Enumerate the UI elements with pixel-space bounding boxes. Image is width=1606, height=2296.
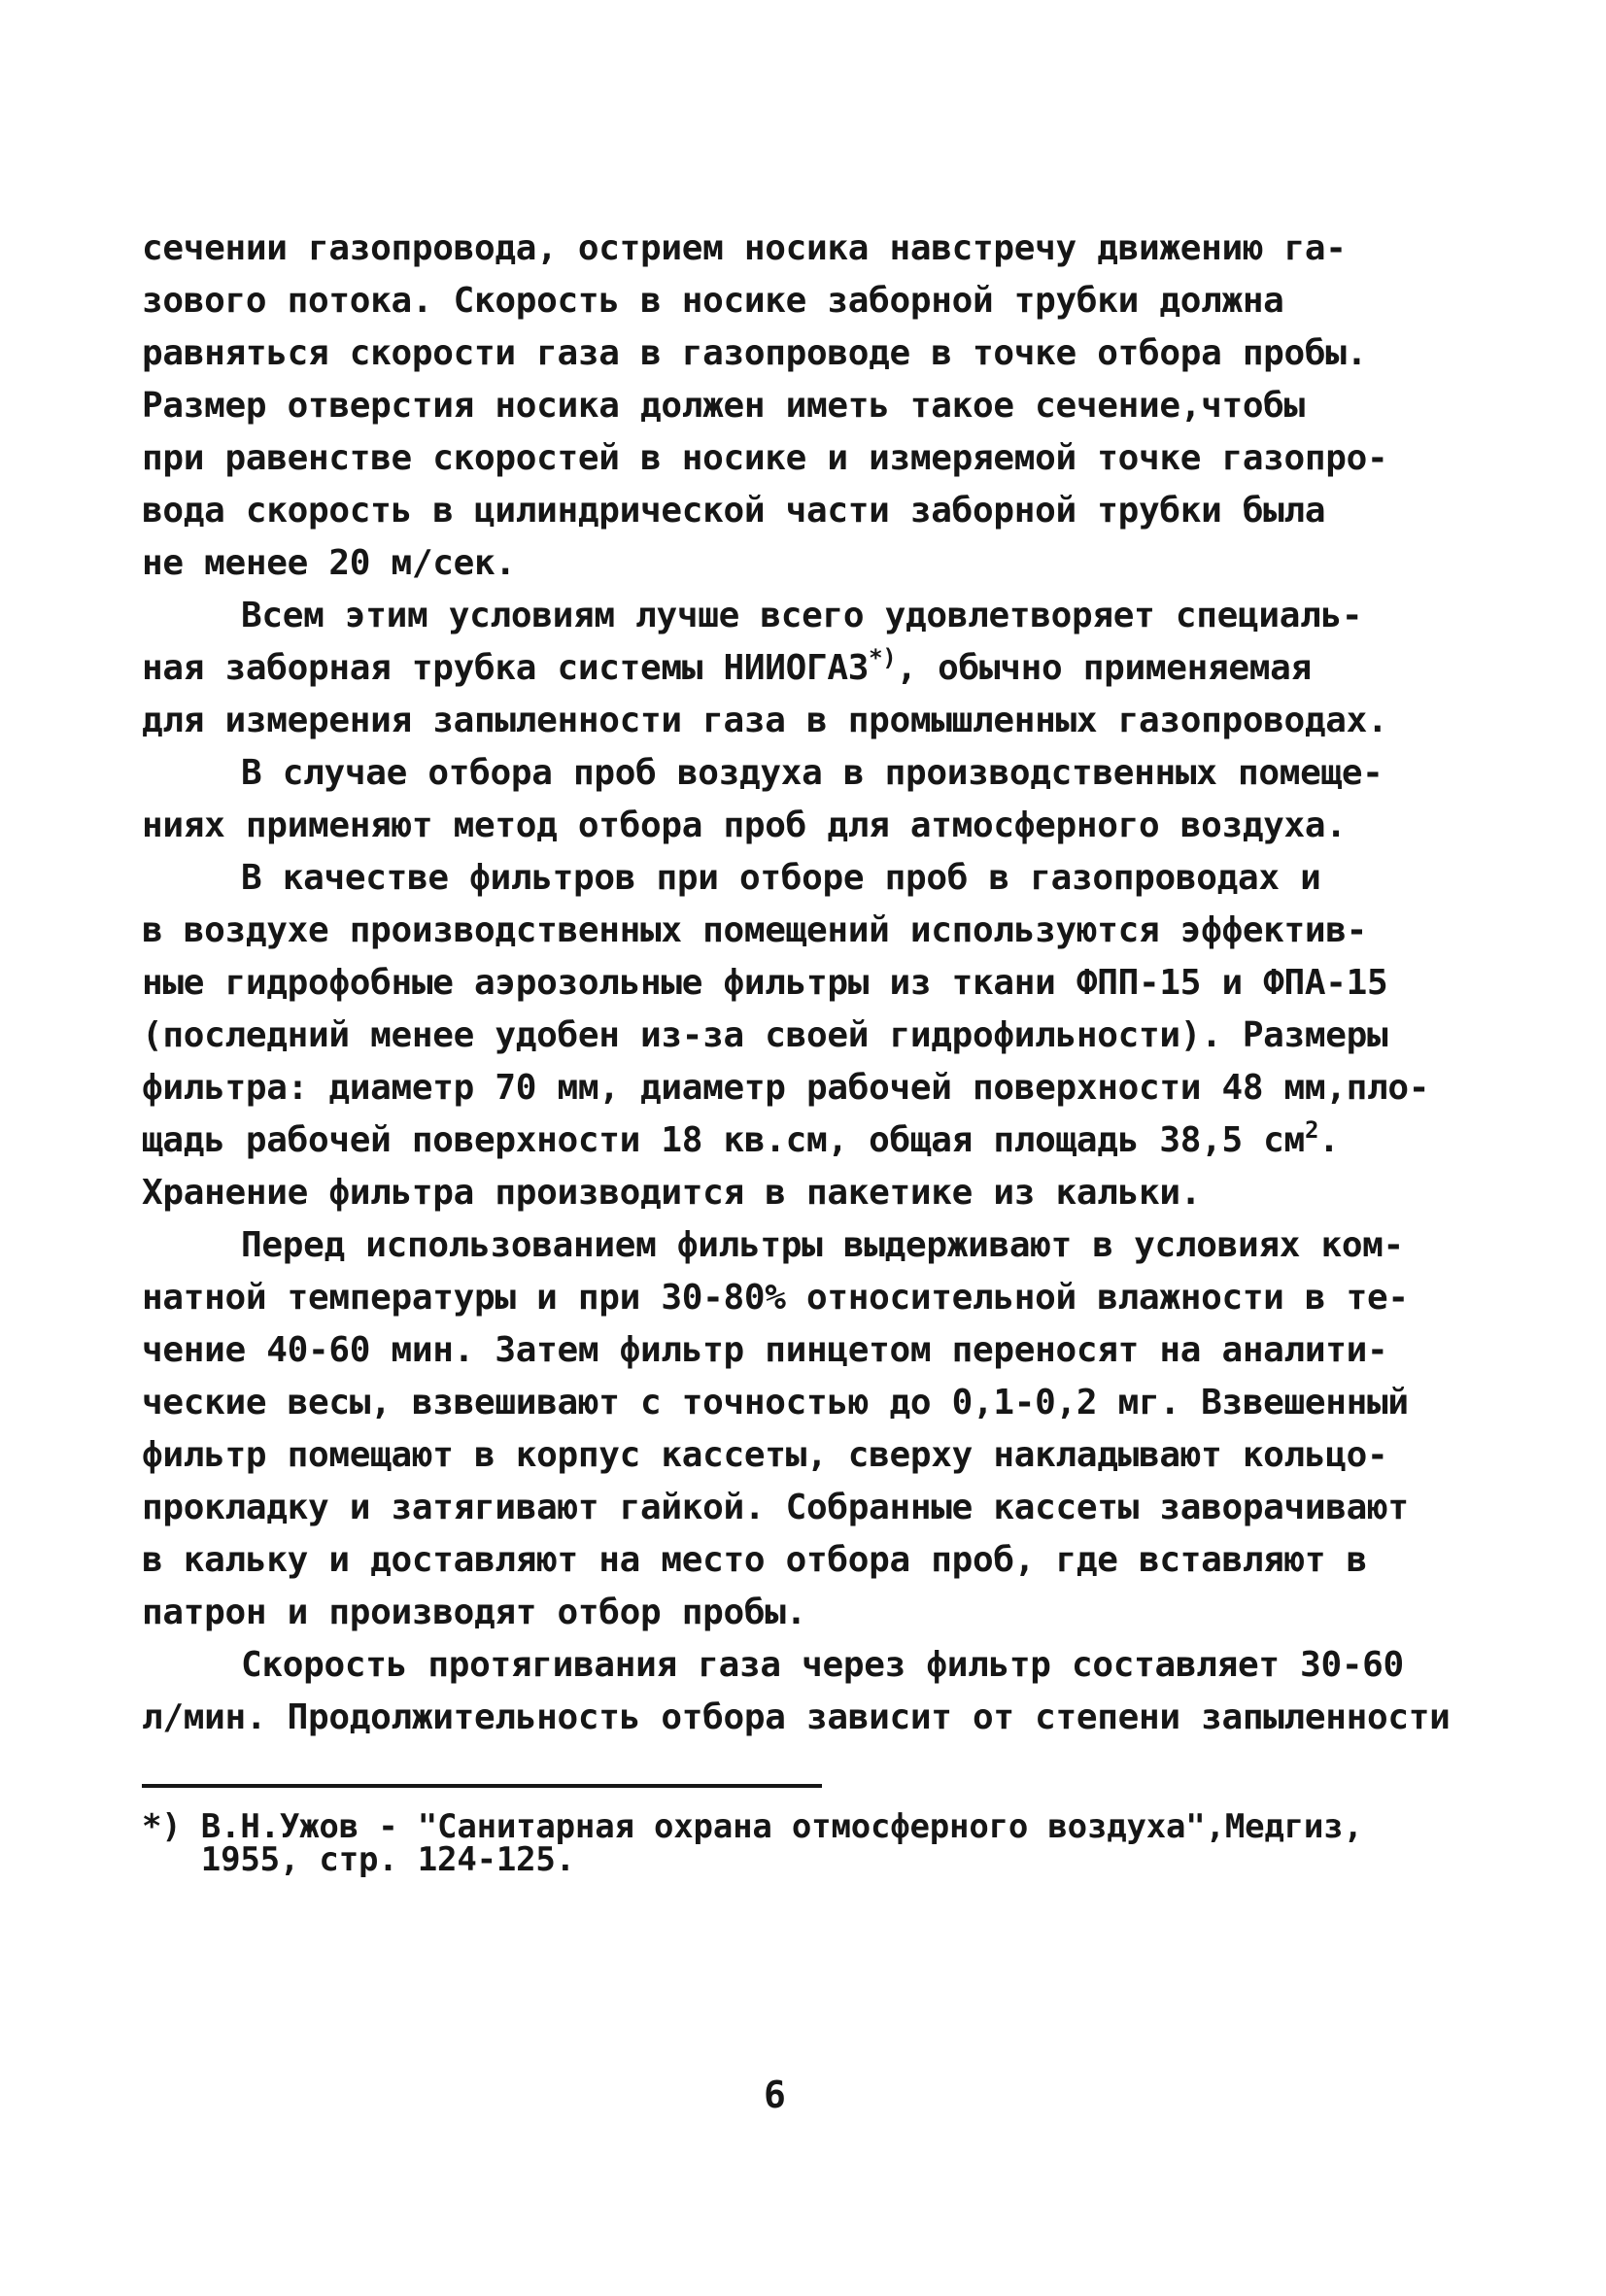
body-line-18 bbox=[142, 1116, 1340, 1163]
body-line-19: Хранение фильтра производится в пакетике из кальки. bbox=[142, 1173, 1202, 1213]
body-line-14: в воздухе производственных помещений используются эффектив- bbox=[142, 910, 1368, 950]
body-line-18-text: щадь рабочей поверхности 18 кв.см, общая площадь 38,5 см bbox=[142, 1120, 1305, 1160]
footnote-line-2: 1955, стр. 124-125. bbox=[142, 1840, 575, 1879]
superscript-2: 2 bbox=[1304, 1116, 1319, 1144]
footnote-line-1: *) В.Н.Ужов - "Санитарная охрана отмосферного воздуха",Медгиз, bbox=[142, 1807, 1363, 1846]
body-line-22: чение 40-60 мин. Затем фильтр пинцетом переносят на аналити- bbox=[142, 1330, 1388, 1370]
page-number: 6 bbox=[764, 2073, 786, 2116]
body-line-21: натной температуры и при 30-80% относительной влажности в те- bbox=[142, 1278, 1409, 1318]
footnote-marker: *) bbox=[869, 644, 897, 671]
body-line-16: (последний менее удобен из-за своей гидрофильности). Размеры bbox=[142, 1015, 1388, 1055]
body-line-11: В случае отбора проб воздуха в производственных помеще- bbox=[241, 753, 1384, 793]
body-line-28: Скорость протягивания газа через фильтр составляет 30-60 bbox=[241, 1645, 1404, 1685]
body-line-29: л/мин. Продолжительность отбора зависит от степени запыленности bbox=[142, 1697, 1451, 1737]
body-line-27: патрон и производят отбор пробы. bbox=[142, 1593, 806, 1632]
body-line-8: Всем этим условиям лучше всего удовлетворяет специаль- bbox=[241, 596, 1363, 635]
body-line-3: равняться скорости газа в газопроводе в точке отбора пробы. bbox=[142, 333, 1368, 373]
body-line-20: Перед использованием фильтры выдерживают в условиях ком- bbox=[241, 1225, 1404, 1265]
body-line-10: для измерения запыленности газа в промышленных газопроводах. bbox=[142, 701, 1388, 740]
body-line-5: при равенстве скоростей в носике и измеряемой точке газопро- bbox=[142, 438, 1388, 478]
body-line-25: прокладку и затягивают гайкой. Собранные кассеты заворачивают bbox=[142, 1488, 1409, 1527]
body-line-17: фильтра: диаметр 70 мм, диаметр рабочей поверхности 48 мм,пло- bbox=[142, 1068, 1430, 1108]
body-line-24: фильтр помещают в корпус кассеты, сверху накладывают кольцо- bbox=[142, 1435, 1388, 1475]
body-line-9-text: ная заборная трубка системы НИИОГАЗ bbox=[142, 648, 870, 688]
body-line-2: зового потока. Скорость в носике заборной трубки должна bbox=[142, 281, 1284, 321]
body-line-1: сечении газопровода, острием носика навстречу движению га- bbox=[142, 228, 1347, 268]
body-line-7: не менее 20 м/сек. bbox=[142, 543, 516, 583]
body-line-9-tail: , обычно применяемая bbox=[896, 648, 1312, 688]
footnote-divider bbox=[142, 1784, 822, 1788]
body-line-12: ниях применяют метод отбора проб для атмосферного воздуха. bbox=[142, 805, 1347, 845]
body-line-6: вода скорость в цилиндрической части заборной трубки была bbox=[142, 491, 1326, 531]
body-line-26: в кальку и доставляют на место отбора проб, где вставляют в bbox=[142, 1540, 1368, 1580]
body-line-18-tail: . bbox=[1318, 1120, 1340, 1160]
body-line-4: Размер отверстия носика должен иметь такое сечение,чтобы bbox=[142, 386, 1305, 426]
body-line-15: ные гидрофобные аэрозольные фильтры из ткани ФПП-15 и ФПА-15 bbox=[142, 963, 1388, 1003]
body-line-13: В качестве фильтров при отборе проб в газопроводах и bbox=[241, 858, 1321, 898]
body-line-9 bbox=[142, 644, 1312, 691]
body-line-23: ческие весы, взвешивают с точностью до 0,1-0,2 мг. Взвешенный bbox=[142, 1383, 1409, 1422]
